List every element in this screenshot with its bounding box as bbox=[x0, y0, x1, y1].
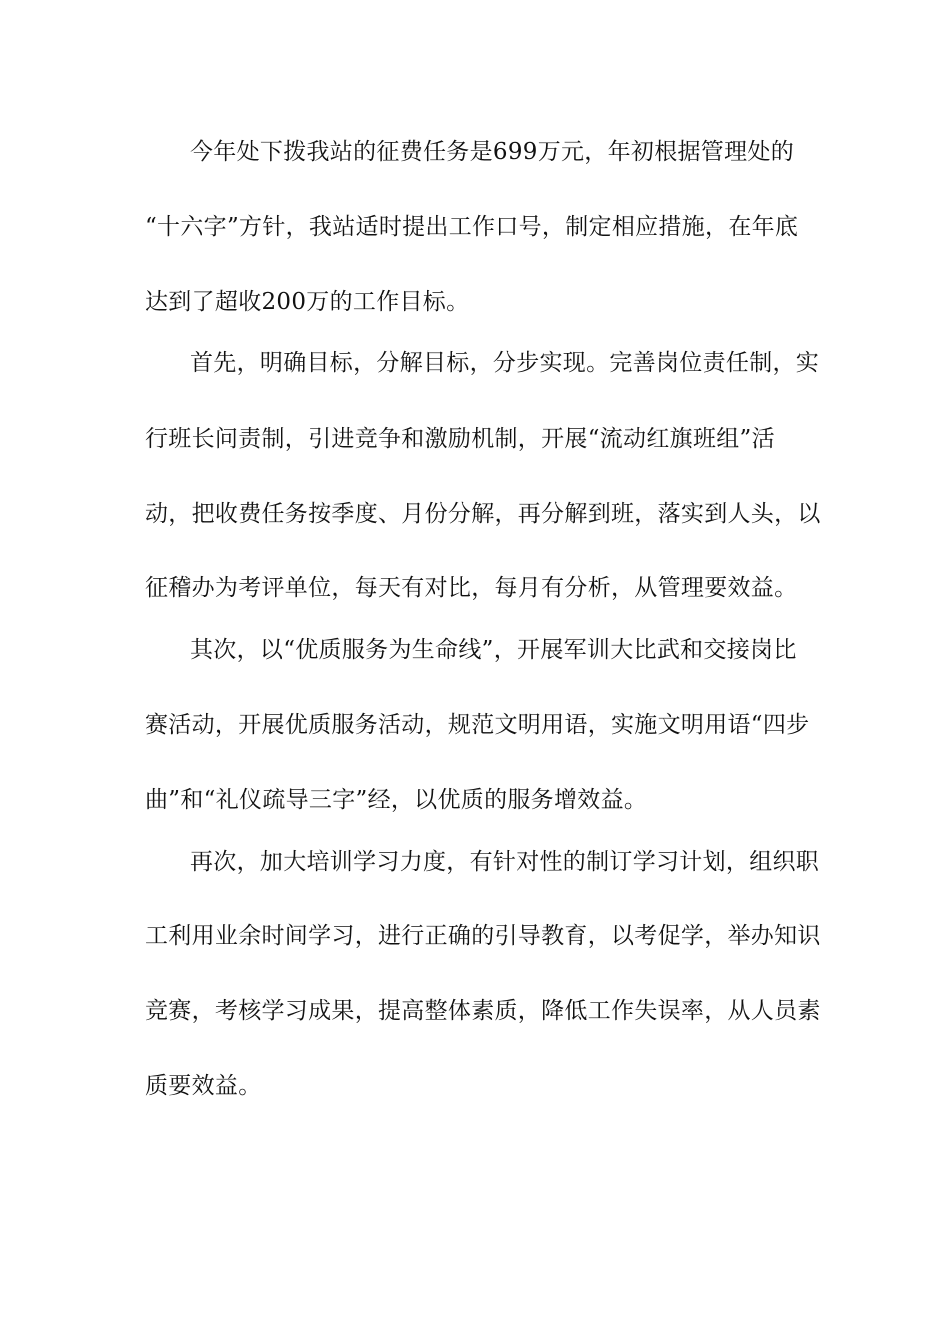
paragraph-line: 竞赛，考核学习成果，提高整体素质，降低工作失误率，从人员素 bbox=[145, 998, 821, 1024]
paragraph-line: 再次，加大培训学习力度，有针对性的制订学习计划，组织职 bbox=[190, 849, 820, 875]
paragraph-line: 动，把收费任务按季度、月份分解，再分解到班，落实到人头，以 bbox=[145, 501, 821, 527]
paragraph-line: 工利用业余时间学习，进行正确的引导教育，以考促学，举办知识 bbox=[145, 923, 821, 949]
paragraph-line: “十六字”方针，我站适时提出工作口号，制定相应措施，在年底 bbox=[145, 214, 799, 240]
paragraph-line: 行班长问责制，引进竞争和激励机制，开展“流动红旗班组”活 bbox=[145, 426, 775, 452]
paragraph-line: 今年处下拨我站的征费任务是699万元，年初根据管理处的 bbox=[190, 139, 794, 165]
paragraph-line: 征稽办为考评单位，每天有对比，每月有分析，从管理要效益。 bbox=[145, 575, 798, 601]
paragraph-line: 曲”和“礼仪疏导三字”经，以优质的服务增效益。 bbox=[145, 787, 648, 813]
paragraph-line: 达到了超收200万的工作目标。 bbox=[145, 289, 470, 315]
paragraph-line: 质要效益。 bbox=[145, 1073, 262, 1099]
paragraph-line: 赛活动，开展优质服务活动，规范文明用语，实施文明用语“四步 bbox=[145, 712, 810, 738]
paragraph-line: 首先，明确目标，分解目标，分步实现。完善岗位责任制，实 bbox=[190, 350, 820, 376]
paragraph-line: 其次，以“优质服务为生命线”，开展军训大比武和交接岗比 bbox=[190, 637, 797, 663]
